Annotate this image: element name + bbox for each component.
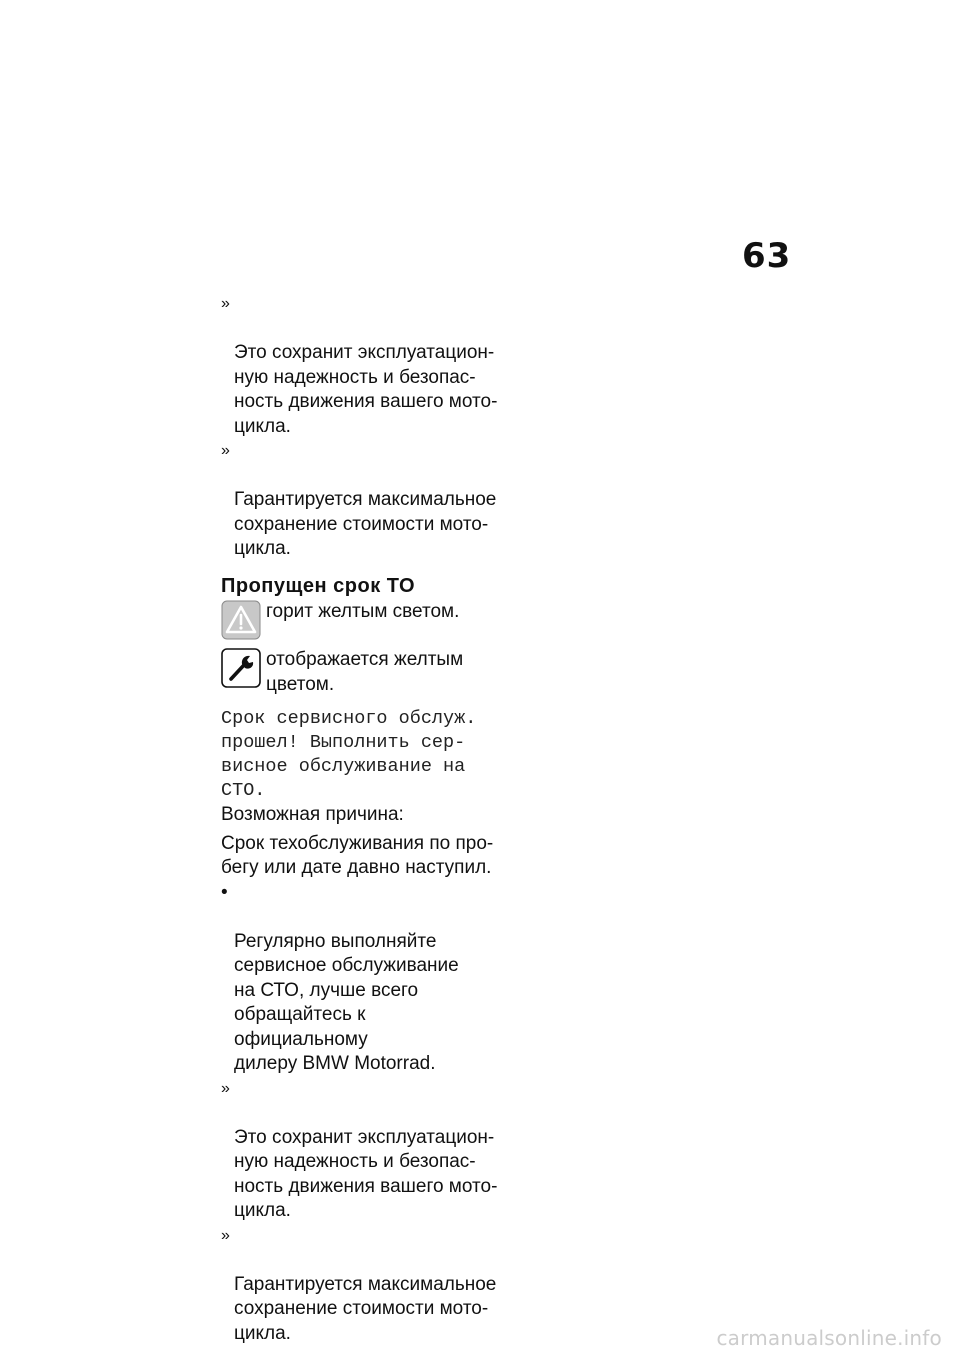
indicator-row-warning xyxy=(221,600,501,640)
result-text: Гарантируется максимальное сохранение стоимости мото- цикла. xyxy=(234,489,497,559)
cause-text: Срок техобслуживания по про- бегу или дате давно наступил. xyxy=(221,832,494,878)
result-marker: » xyxy=(221,442,230,459)
indicator-text: отображается желтым цветом. xyxy=(266,649,464,695)
action-item xyxy=(221,881,501,1077)
result-item xyxy=(221,1077,501,1224)
indicator-row-wrench xyxy=(221,648,501,697)
result-item xyxy=(221,439,501,562)
page-number: 63 xyxy=(742,236,792,276)
indicator-text: горит желтым светом. xyxy=(266,601,460,622)
result-item xyxy=(221,1224,501,1347)
result-text: Гарантируется максимальное сохранение стоимости мото- цикла. xyxy=(234,1273,497,1344)
section-heading: Пропущен срок ТО xyxy=(221,574,416,597)
result-marker: » xyxy=(221,295,230,312)
wrench-icon xyxy=(221,648,261,688)
watermark-text: carmanualsonline.info xyxy=(716,1326,942,1350)
display-message: Срок сервисного обслуж. прошел! Выполнить сер- висное обслуживание на СТО. xyxy=(221,708,477,801)
action-text: Регулярно выполняйте сервисное обслуживание на СТО, лучше всего обращайтесь к официальному дилеру BMW Motorrad. xyxy=(234,930,459,1074)
result-marker: » xyxy=(221,1226,230,1244)
cause-label: Возможная причина: xyxy=(221,804,404,825)
bullet-marker: • xyxy=(221,881,228,903)
result-text: Это сохранит эксплуатацион- ную надежность и безопас- ность движения вашего мото- цикла. xyxy=(234,342,498,437)
result-item xyxy=(221,292,501,439)
warning-triangle-icon xyxy=(221,600,261,640)
content-column xyxy=(221,292,501,1346)
result-marker: » xyxy=(221,1079,230,1097)
result-text: Это сохранит эксплуатацион- ную надежность и безопас- ность движения вашего мото- цикла. xyxy=(234,1126,498,1221)
